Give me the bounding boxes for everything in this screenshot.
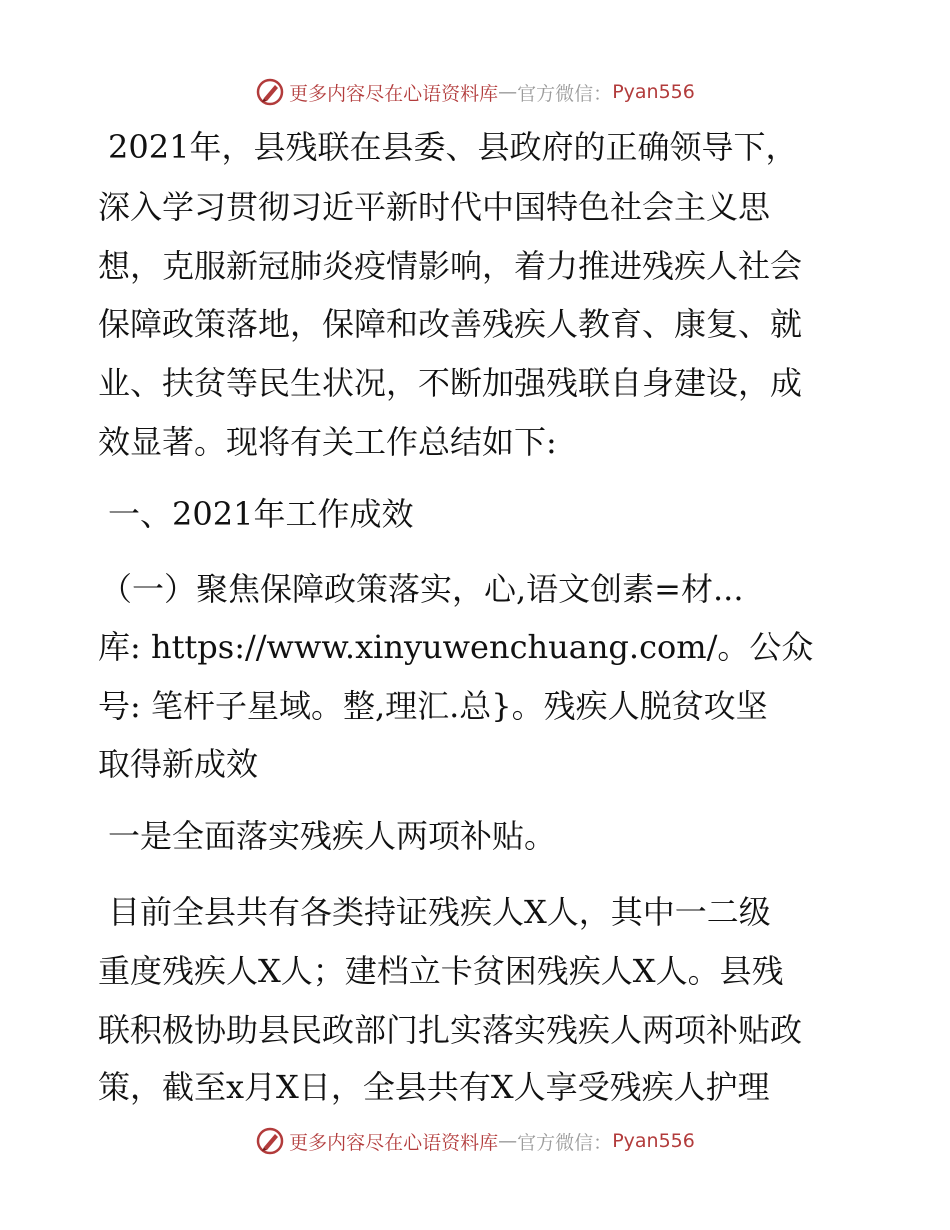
paragraph-line: 策，截至x月X日，全县共有X人享受残疾人护理: [98, 1068, 770, 1106]
watermark-wechat-id: Pyan556: [612, 81, 695, 103]
subsection-heading: （一）聚焦保障政策落实，心,语文创素=材...: [100, 570, 744, 608]
paragraph-line: 取得新成效: [98, 745, 259, 783]
paragraph-line: 2021年，县残联在县委、县政府的正确领导下，: [108, 128, 798, 166]
paragraph-line: 业、扶贫等民生状况，不断加强残联自身建设，成: [98, 364, 803, 402]
watermark-wechat-label: 官方微信：: [517, 1131, 613, 1154]
paragraph-line: 目前全县共有各类持证残疾人X人，其中一二级: [108, 893, 771, 931]
watermark-separator: —: [498, 81, 518, 103]
watermark-footer: [0, 1121, 950, 1161]
paragraph-line: 库: https://www.xinyuwenchuang.com/。公众: [98, 628, 814, 666]
paragraph-line: 号: 笔杆子星域。整,理汇.总}。残疾人脱贫攻坚: [98, 687, 768, 725]
paragraph-line: 一是全面落实残疾人两项补贴。: [108, 817, 557, 855]
watermark-wechat-id: Pyan556: [612, 1130, 695, 1152]
section-heading: 一、2021年工作成效: [108, 495, 414, 533]
paragraph-line: 效显著。现将有关工作总结如下:: [98, 423, 557, 461]
paragraph-line: 重度残疾人X人；建档立卡贫困残疾人X人。县残: [98, 952, 784, 990]
paragraph-line: 想，克服新冠肺炎疫情影响，着力推进残疾人社会: [98, 247, 803, 285]
watermark-separator: —: [498, 1130, 518, 1152]
paragraph-line: 联积极协助县民政部门扎实落实残疾人两项补贴政: [98, 1011, 803, 1049]
paragraph-line: 深入学习贯彻习近平新时代中国特色社会主义思: [98, 188, 771, 226]
paragraph-line: 保障政策落地，保障和改善残疾人教育、康复、就: [98, 305, 803, 343]
watermark-wechat-label: 官方微信：: [517, 82, 613, 105]
watermark-brand: 更多内容尽在心语资料库: [289, 82, 499, 105]
pen-logo-icon: [255, 1126, 285, 1156]
watermark-brand: 更多内容尽在心语资料库: [289, 1131, 499, 1154]
